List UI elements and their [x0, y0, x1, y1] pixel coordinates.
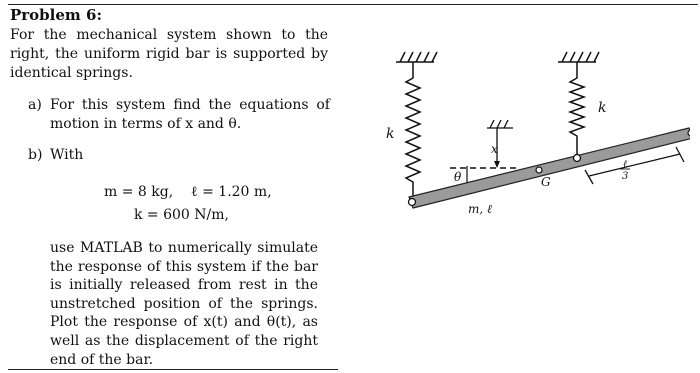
x-label: x	[491, 142, 498, 156]
left-spring-label: k	[386, 126, 395, 142]
left-spring	[406, 62, 420, 203]
top-rule	[8, 4, 698, 5]
part-a-text: For this system find the equations of motion in terms of x and θ.	[50, 97, 330, 132]
mass-length-label: m, ℓ	[468, 202, 493, 216]
bottom-rule	[8, 369, 338, 370]
center-of-mass-label: G	[541, 175, 551, 189]
right-spring-label: k	[598, 100, 607, 116]
problem-intro: For the mechanical system shown to the right, the uniform rigid bar is supported by identical springs.	[10, 27, 328, 81]
right-spring	[570, 62, 584, 156]
problem-title: Problem 6:	[10, 6, 102, 24]
x-arrow-head	[494, 161, 500, 168]
part-a-marker: a)	[28, 97, 42, 113]
bar-center-of-mass	[536, 167, 542, 173]
bar-left-end-pivot	[409, 199, 416, 206]
length-fraction-denominator: 3	[622, 171, 629, 182]
bar-right-end	[688, 130, 690, 136]
theta-label: θ	[454, 170, 462, 184]
right-ceiling-support	[558, 52, 599, 62]
mechanical-system-figure	[360, 40, 690, 230]
bar-right-spring-pivot	[574, 155, 581, 162]
given-values-line-1: m = 8 kg, ℓ = 1.20 m,	[104, 184, 272, 200]
part-b-task: use MATLAB to numerically simulate the response of this system if the bar is initially released from rest in the unstretched position of the springs. Plot the response of x(t) and θ(t), as well as the displacement of the right end of the bar.	[50, 240, 318, 368]
part-b-marker: b)	[28, 147, 43, 163]
given-values-line-2: k = 600 N/m,	[134, 207, 229, 223]
part-b-text: With	[50, 147, 84, 163]
left-ceiling-support	[396, 52, 437, 62]
length-fraction-numerator: ℓ	[623, 159, 628, 170]
